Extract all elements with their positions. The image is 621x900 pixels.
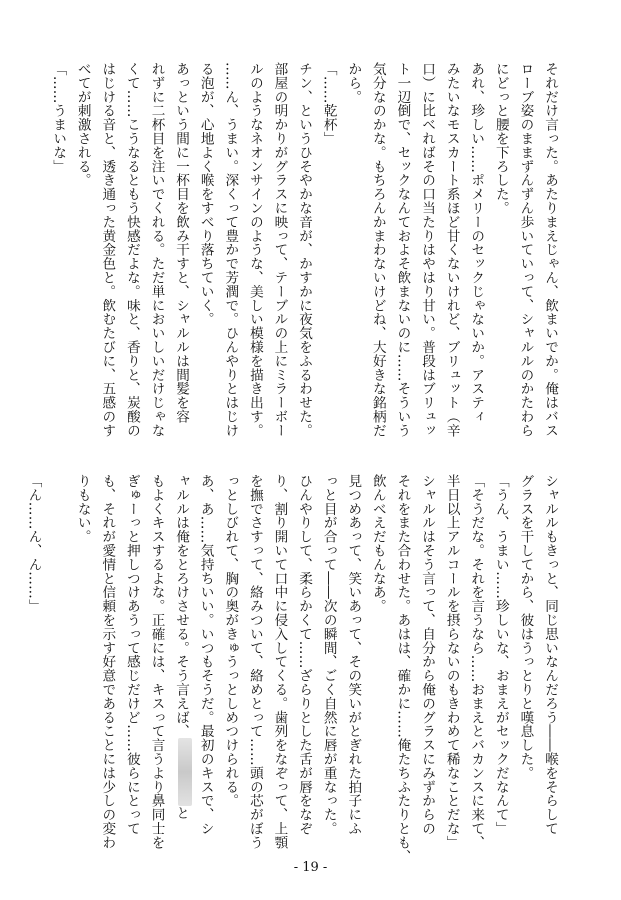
lower-line: 「ん……ん、ん……」 <box>25 474 42 613</box>
upper-line: ルのようなネオンサインのような、美しい模様を描き出す。 <box>246 62 263 438</box>
upper-line: ……ん、うまい。深くって豊かで芳潤で。ひんやりとはじけ <box>222 62 239 438</box>
lower-line: 半日以上アルコールを摂らないのもきわめて稀なことだな」 <box>443 474 460 850</box>
upper-line: あっという間に一杯目を飲み干すと、シャルルは間髪を容 <box>173 62 190 424</box>
lower-line: を撫でさすって、絡みついて、絡めとって……頭の芯がぼう <box>246 474 263 850</box>
page-number: - 19 - <box>293 860 328 875</box>
upper-line: くて……こうなるともう快感だよな。味と、香りと、炭酸の <box>123 62 140 438</box>
lower-line: シャルルもきっと、同じ思いなんだろう――喉をそらして <box>542 474 558 836</box>
upper-line: 気分なのかな。もちろんかまわないけどね、大好きな銘柄だ <box>369 62 386 438</box>
lower-line: も、それが愛情と信頼を示す好意であることには少しの変わ <box>99 474 116 850</box>
lower-line-text: ャルルは俺をとろけさせる。そう言えば、 <box>173 474 190 739</box>
text-block-upper <box>50 62 562 438</box>
lower-line: りもない。 <box>74 474 91 544</box>
upper-line: れずに二杯目を注いでくれる。ただ単においしいだけじゃな <box>148 62 165 438</box>
upper-line: 口）に比べればその口当たりはやはり甘い。普段はブリュッ <box>419 62 436 438</box>
upper-line: る泡が、心地よく喉をすべり落ちていく。 <box>197 62 214 327</box>
lower-line: 「そうだな。それを言うなら……おまえとバカンスに来て、 <box>468 474 485 850</box>
upper-line: 「……乾杯」 <box>320 62 337 146</box>
upper-line: ローブ姿のままずんずん歩いていって、シャルルのかたわら <box>517 62 534 438</box>
upper-line: ト一辺倒で、セックなんておよそ飲まないのに……そういう <box>394 62 411 438</box>
lower-line: 「うん、うまい……珍しいな、おまえがセックだなんて」 <box>492 474 509 836</box>
lower-line: それをまた合わせた。あはは、確かに……俺たちふたりとも、 <box>394 474 411 864</box>
lower-line: もよくキスするよな。正確には、キスって言うより鼻同士を <box>148 474 165 850</box>
redacted-line <box>169 474 194 842</box>
upper-line: にどっと腰を下ろした。 <box>492 62 509 215</box>
upper-line: みたいなモスカート系ほど甘くないけれど、ブリュット（辛 <box>443 62 460 438</box>
text-block-lower <box>25 474 562 864</box>
lower-line: グラスを干してから、彼はうっとりと嘆息した。 <box>517 474 534 780</box>
lower-line: ひんやりして、柔らかくて……ざらりとした舌が唇をなぞ <box>296 474 313 836</box>
lower-line: 飲んべえだもんなあ。 <box>369 474 386 613</box>
upper-line: はじける音と、透き通った黄金色と。飲むたびに、五感のす <box>99 62 116 438</box>
lower-line: 見つめあって、笑いあって、その笑いがとぎれた拍子にふ <box>345 474 362 836</box>
upper-line: 「……うまいな」 <box>50 62 67 174</box>
upper-line: チン、というひそやかな音が、かすかに夜気をふるわせた。 <box>296 62 313 438</box>
lower-line: っと目が合って――次の瞬間、ごく自然に唇が重なった。 <box>320 474 337 836</box>
lower-line: っとしびれて、胸の奥がきゅうっとしめつけられる。 <box>222 474 239 808</box>
redaction-mark <box>178 738 192 806</box>
lower-line <box>46 474 71 842</box>
lower-line-tail: と <box>173 806 190 821</box>
upper-line: あれ、珍しい……ポメリーのセックじゃないか。アスティ <box>468 62 485 424</box>
upper-line: べてが刺激される。 <box>74 62 91 188</box>
lower-line: あ、あ……気持ちいい。いつもそうだ。最初のキスで、シ <box>197 474 214 836</box>
lower-line: シャルルはそう言って、自分から俺のグラスにみずからの <box>419 474 436 836</box>
upper-line: から。 <box>345 62 362 104</box>
upper-line: 部屋の明かりがグラスに映って、テーブルの上にミラーボー <box>271 62 288 438</box>
lower-line: り、割り開いて口中に侵入してくる。歯列をなぞって、上顎 <box>271 474 288 850</box>
lower-line: ぎゅーっと押しつけあうって感じだけど……彼らにとって <box>123 474 140 836</box>
upper-line: それだけ言った。あたりまえじゃん、飲まいでか。俺はバス <box>542 62 558 438</box>
